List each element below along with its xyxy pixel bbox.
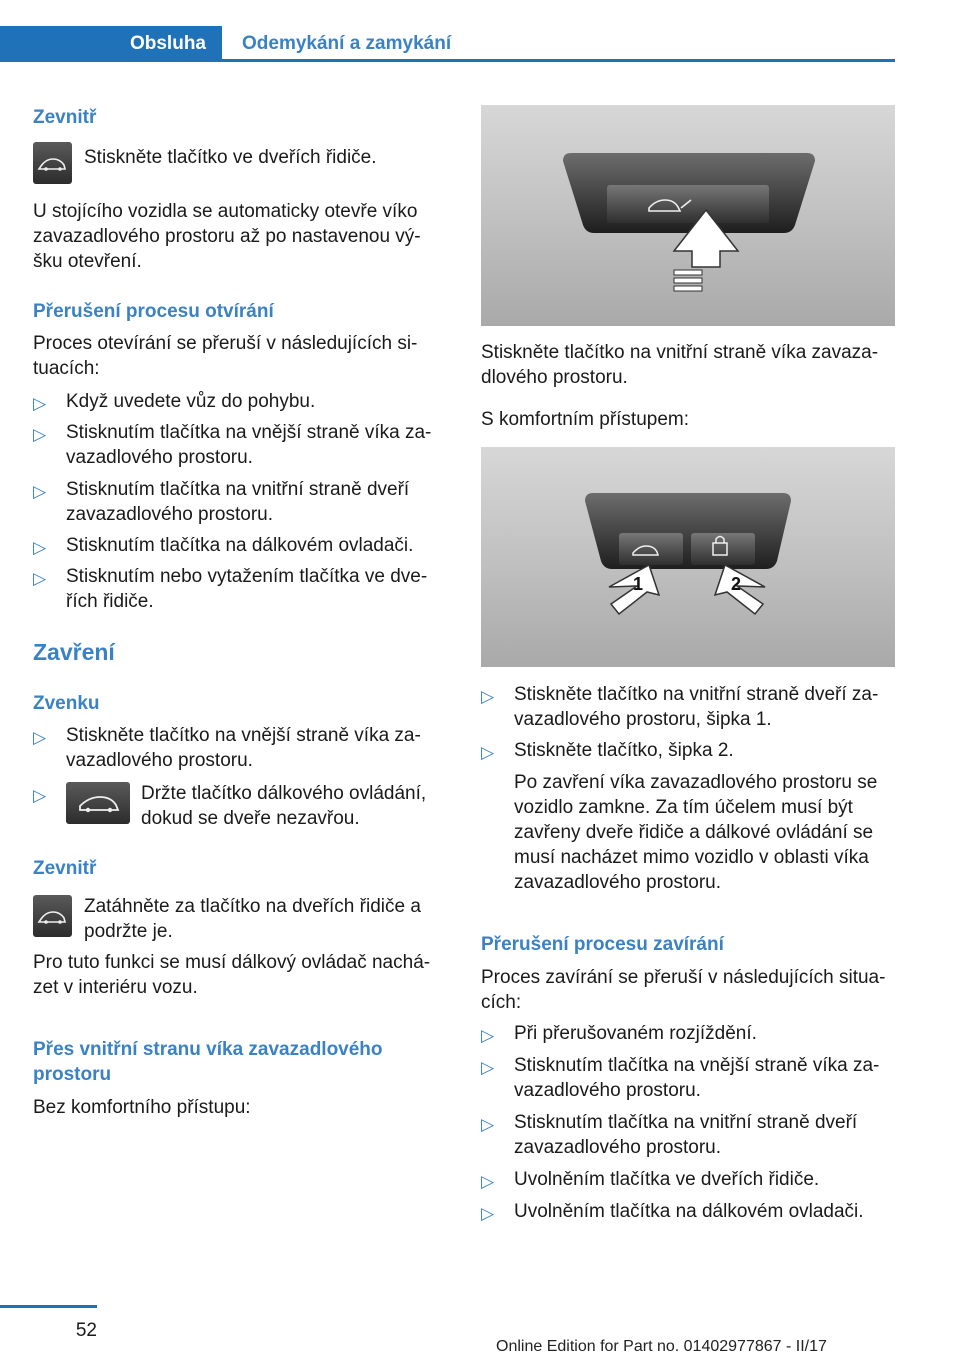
list-item-text: zavazadlového prostoru. bbox=[66, 504, 274, 525]
bullet-triangle-icon: ▷ bbox=[33, 538, 47, 557]
paragraph-line: podržte je. bbox=[84, 921, 173, 942]
list-item-text: Držte tlačítko dálkového ovládání, bbox=[141, 783, 427, 804]
list-item-text: Stisknutím tlačítka na vnitřní straně dveří bbox=[514, 1112, 858, 1133]
paragraph-line: Bez komfortního přístupu: bbox=[33, 1097, 251, 1118]
zevnitr-instruction: Stiskněte tlačítko ve dveřích řidiče. bbox=[84, 147, 377, 168]
bullet-triangle-icon: ▷ bbox=[33, 394, 47, 413]
list-item-text: Stiskněte tlačítko na vnitřní straně dveří za‐ bbox=[514, 684, 879, 705]
heading-preruseni-otvirani: Přerušení procesu otvírání bbox=[33, 301, 274, 322]
photo-caption: dlového prostoru. bbox=[481, 367, 628, 388]
heading-zavreni: Zavření bbox=[33, 639, 115, 665]
bullet-triangle-icon: ▷ bbox=[33, 728, 47, 747]
list-item-text: Uvolněním tlačítka na dálkovém ovladači. bbox=[514, 1201, 864, 1222]
bullet-triangle-icon: ▷ bbox=[481, 1172, 495, 1191]
header-divider bbox=[222, 59, 895, 62]
list-item bbox=[33, 533, 448, 558]
list-item-text: Stisknutím tlačítka na dálkovém ovladači. bbox=[66, 535, 414, 556]
tailgate-button-icon bbox=[33, 895, 72, 937]
list-item bbox=[481, 1053, 896, 1103]
paragraph-line: zavřeny dveře řidiče a dálkové ovládání se bbox=[514, 822, 874, 843]
page-header bbox=[0, 0, 895, 62]
bullet-triangle-icon: ▷ bbox=[33, 786, 47, 805]
list-item bbox=[33, 477, 448, 527]
list-item bbox=[33, 420, 448, 470]
list-item bbox=[33, 723, 448, 773]
paragraph-line: zavazadlového prostoru. bbox=[514, 872, 722, 893]
paragraph-line: Po zavření víka zavazadlového prostoru se bbox=[514, 772, 878, 793]
list-item-text: vazadlového prostoru, šipka 1. bbox=[514, 709, 772, 730]
list-item-text: Stisknutím tlačítka na vnitřní straně dveří bbox=[66, 479, 410, 500]
remote-tailgate-icon bbox=[66, 782, 130, 824]
bullet-triangle-icon: ▷ bbox=[481, 1204, 495, 1223]
list-item bbox=[481, 1167, 896, 1192]
paragraph-line: S komfortním přístupem: bbox=[481, 409, 690, 430]
paragraph-line: zavazadlového prostoru až po nastavenou vý‐ bbox=[33, 226, 421, 247]
paragraph-line: Proces zavírání se přeruší v následujících situa‐ bbox=[481, 967, 886, 988]
arrow-label-2: 2 bbox=[731, 574, 742, 594]
list-item bbox=[481, 738, 896, 763]
list-item bbox=[481, 1199, 896, 1224]
list-item bbox=[481, 1110, 896, 1160]
list-item-text: dokud se dveře nezavřou. bbox=[141, 808, 360, 829]
edition-note: Online Edition for Part no. 01402977867 - II/17 bbox=[496, 1338, 827, 1355]
list-item-text: zavazadlového prostoru. bbox=[514, 1137, 722, 1158]
arrow-label-1: 1 bbox=[633, 574, 644, 594]
bullet-triangle-icon: ▷ bbox=[33, 425, 47, 444]
bullet-triangle-icon: ▷ bbox=[481, 743, 495, 762]
list-item-text: Když uvedete vůz do pohybu. bbox=[66, 391, 316, 412]
bullet-triangle-icon: ▷ bbox=[33, 569, 47, 588]
paragraph-line: zet v interiéru vozu. bbox=[33, 977, 198, 998]
list-item bbox=[481, 682, 896, 732]
section-tab-obsluha[interactable]: Obsluha bbox=[0, 26, 222, 62]
list-item-text: Stisknutím tlačítka na vnější straně víka za‐ bbox=[66, 422, 432, 443]
heading-zevnitr: Zevnitř bbox=[33, 107, 97, 128]
page-number: 52 bbox=[75, 1320, 97, 1341]
heading-pres-vnitrni: prostoru bbox=[33, 1064, 112, 1085]
list-item-text: Při přerušovaném rozjíždění. bbox=[514, 1023, 757, 1044]
heading-preruseni-zavirani: Přerušení procesu zavírání bbox=[481, 934, 724, 955]
paragraph-line: šku otevření. bbox=[33, 251, 142, 272]
list-item-text: vazadlového prostoru. bbox=[514, 1080, 701, 1101]
paragraph-line: Zatáhněte za tlačítko na dveřích řidiče a bbox=[84, 896, 421, 917]
photo-tailgate-lock-buttons bbox=[481, 447, 895, 667]
list-item bbox=[33, 564, 448, 614]
paragraph-line: vozidlo zamkne. Za tím účelem musí být bbox=[514, 797, 853, 818]
list-item-text: vazadlového prostoru. bbox=[66, 447, 253, 468]
section-tab-odemykani[interactable]: Odemykání a zamykání bbox=[242, 33, 452, 54]
bullet-triangle-icon: ▷ bbox=[481, 1115, 495, 1134]
list-item-text: Stisknutím nebo vytažením tlačítka ve dve‐ bbox=[66, 566, 428, 587]
tailgate-button-icon bbox=[33, 142, 72, 184]
paragraph-line: Pro tuto funkci se musí dálkový ovládač nachá‐ bbox=[33, 952, 431, 973]
list-item-text: Stiskněte tlačítko, šipka 2. bbox=[514, 740, 734, 761]
paragraph-line: U stojícího vozidla se automaticky otevře víko bbox=[33, 201, 418, 222]
list-item bbox=[33, 389, 448, 414]
bullet-triangle-icon: ▷ bbox=[481, 687, 495, 706]
heading-zevnitr: Zevnitř bbox=[33, 858, 97, 879]
heading-zvenku: Zvenku bbox=[33, 693, 100, 714]
bullet-triangle-icon: ▷ bbox=[481, 1026, 495, 1045]
paragraph-line: musí nacházet mimo vozidlo v oblasti víka bbox=[514, 847, 869, 868]
list-item-text: řích řidiče. bbox=[66, 591, 154, 612]
paragraph-line: cích: bbox=[481, 992, 522, 1013]
paragraph-line: Proces otevírání se přeruší v následujících si‐ bbox=[33, 333, 418, 354]
list-item bbox=[481, 1021, 896, 1046]
list-item-text: Stisknutím tlačítka na vnější straně víka za‐ bbox=[514, 1055, 880, 1076]
footer-divider bbox=[0, 1305, 97, 1308]
heading-pres-vnitrni: Přes vnitřní stranu víka zavazadlového bbox=[33, 1039, 383, 1060]
bullet-triangle-icon: ▷ bbox=[33, 482, 47, 501]
photo-caption: Stiskněte tlačítko na vnitřní straně víka zavaza‐ bbox=[481, 342, 879, 363]
list-item-text: Uvolněním tlačítka ve dveřích řidiče. bbox=[514, 1169, 820, 1190]
list-item-text: Stiskněte tlačítko na vnější straně víka za‐ bbox=[66, 725, 421, 746]
photo-tailgate-button bbox=[481, 105, 895, 326]
list-item-text: vazadlového prostoru. bbox=[66, 750, 253, 771]
paragraph-line: tuacích: bbox=[33, 358, 100, 379]
bullet-triangle-icon: ▷ bbox=[481, 1058, 495, 1077]
